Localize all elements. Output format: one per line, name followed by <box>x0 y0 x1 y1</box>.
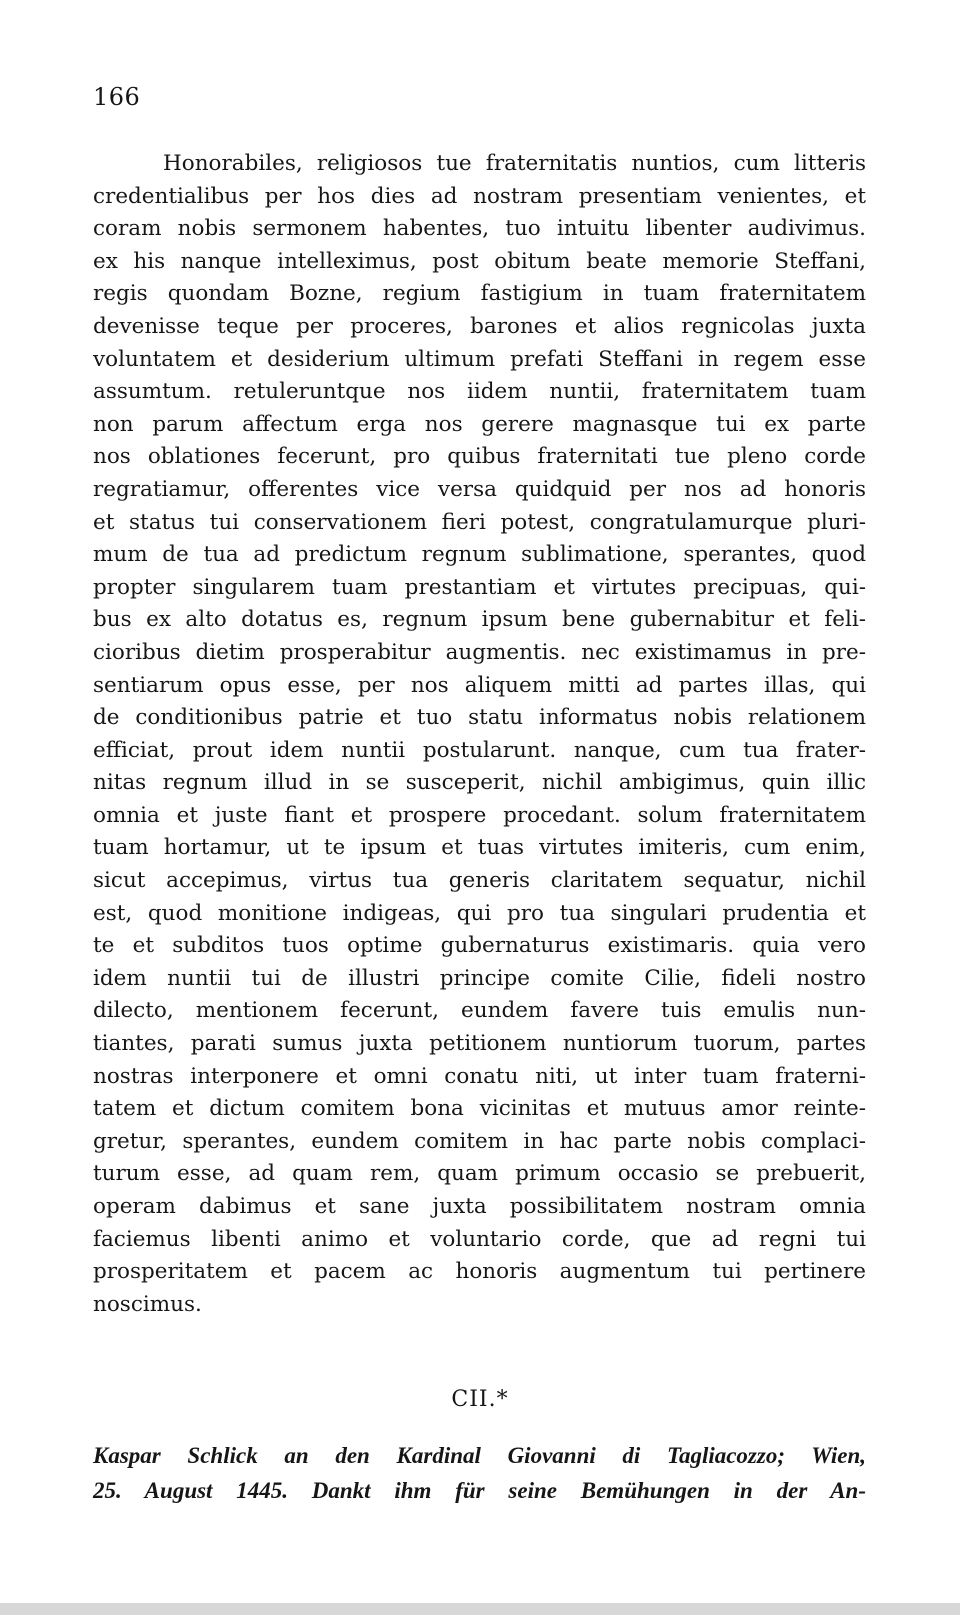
text-line: est, quod monitione indigeas, qui pro tua singulari prudentia et <box>93 900 866 926</box>
text-line: devenisse teque per proceres, barones et alios regnicolas juxta <box>93 313 866 339</box>
document-number-heading: CII.* <box>451 1387 509 1412</box>
text-line: gretur, sperantes, eundem comitem in hac parte nobis complaci- <box>93 1128 866 1154</box>
text-line: assumtum. retuleruntque nos iidem nuntii, fraternitatem tuam <box>93 379 866 405</box>
text-line: tiantes, parati sumus juxta petitionem nuntiorum tuorum, partes <box>93 1031 866 1057</box>
text-line: nos oblationes fecerunt, pro quibus fraternitati tue pleno corde <box>93 444 866 470</box>
text-line: credentialibus per hos dies ad nostram presentiam venientes, et <box>93 183 866 209</box>
text-line: operam dabimus et sane juxta possibilitatem nostram omnia <box>93 1194 866 1219</box>
text-line: propter singularem tuam prestantiam et virtutes precipuas, qui- <box>93 574 866 600</box>
text-line: dilecto, mentionem fecerunt, eundem favere tuis emulis nun- <box>93 998 866 1024</box>
text-line: efficiat, prout idem nuntii postularunt. nanque, cum tua frater- <box>93 737 866 763</box>
scan-bottom-edge <box>0 1603 960 1615</box>
text-line: tatem et dictum comitem bona vicinitas et mutuus amor reinte- <box>93 1096 866 1122</box>
text-line: voluntatem et desiderium ultimum prefati Steffani in regem esse <box>93 346 866 372</box>
text-line: nitas regnum illud in se susceperit, nichil ambigimus, quin illic <box>93 770 866 796</box>
text-line: et status tui conservationem fieri potest, congratulamurque pluri- <box>93 509 866 535</box>
letter-body-text <box>93 148 866 1321</box>
text-line: cioribus dietim prosperabitur augmentis. nec existimamus in pre- <box>93 639 866 665</box>
text-line: sentiarum opus esse, per nos aliquem mitti ad partes illas, qui <box>93 672 866 698</box>
text-line: Honorabiles, religiosos tue fraternitatis nuntios, cum litteris <box>163 151 866 176</box>
text-line: tuam hortamur, ut te ipsum et tuas virtutes imiteris, cum enim, <box>93 835 866 861</box>
document-summary <box>93 1438 866 1508</box>
text-line: noscimus. <box>93 1291 202 1317</box>
text-line: sicut accepimus, virtus tua generis claritatem sequatur, nichil <box>93 868 866 894</box>
text-line: ex his nanque intelleximus, post obitum beate memorie Steffani, <box>93 248 866 274</box>
text-line: te et subditos tuos optime gubernaturus existimaris. quia vero <box>93 933 866 959</box>
text-line: idem nuntii tui de illustri principe comite Cilie, fideli nostro <box>93 965 866 991</box>
text-line: coram nobis sermonem habentes, tuo intuitu libenter audivimus. <box>93 216 866 242</box>
summary-line: Kaspar Schlick an den Kardinal Giovanni di Tagliacozzo; Wien, <box>93 1443 866 1468</box>
text-line: mum de tua ad predictum regnum sublimatione, sperantes, quod <box>93 542 866 568</box>
text-line: prosperitatem et pacem ac honoris augmentum tui pertinere <box>93 1259 866 1285</box>
text-line: faciemus libenti animo et voluntario corde, que ad regni tui <box>93 1226 866 1252</box>
text-line: non parum affectum erga nos gerere magnasque tui ex parte <box>93 411 866 437</box>
text-line: nostras interponere et omni conatu niti, ut inter tuam fraterni- <box>93 1063 866 1089</box>
text-line: de conditionibus patrie et tuo statu informatus nobis relationem <box>93 705 866 731</box>
text-line: bus ex alto dotatus es, regnum ipsum bene gubernabitur et feli- <box>93 607 866 633</box>
text-line: regratiamur, offerentes vice versa quidquid per nos ad honoris <box>93 476 866 502</box>
text-line: turum esse, ad quam rem, quam primum occasio se prebuerit, <box>93 1161 866 1187</box>
page-number: 166 <box>93 83 141 111</box>
summary-line: 25. August 1445. Dankt ihm für seine Bemühungen in der An- <box>93 1478 866 1503</box>
text-line: regis quondam Bozne, regium fastigium in tuam fraternitatem <box>93 281 866 307</box>
text-line: omnia et juste fiant et prospere procedant. solum fraternitatem <box>93 802 866 828</box>
